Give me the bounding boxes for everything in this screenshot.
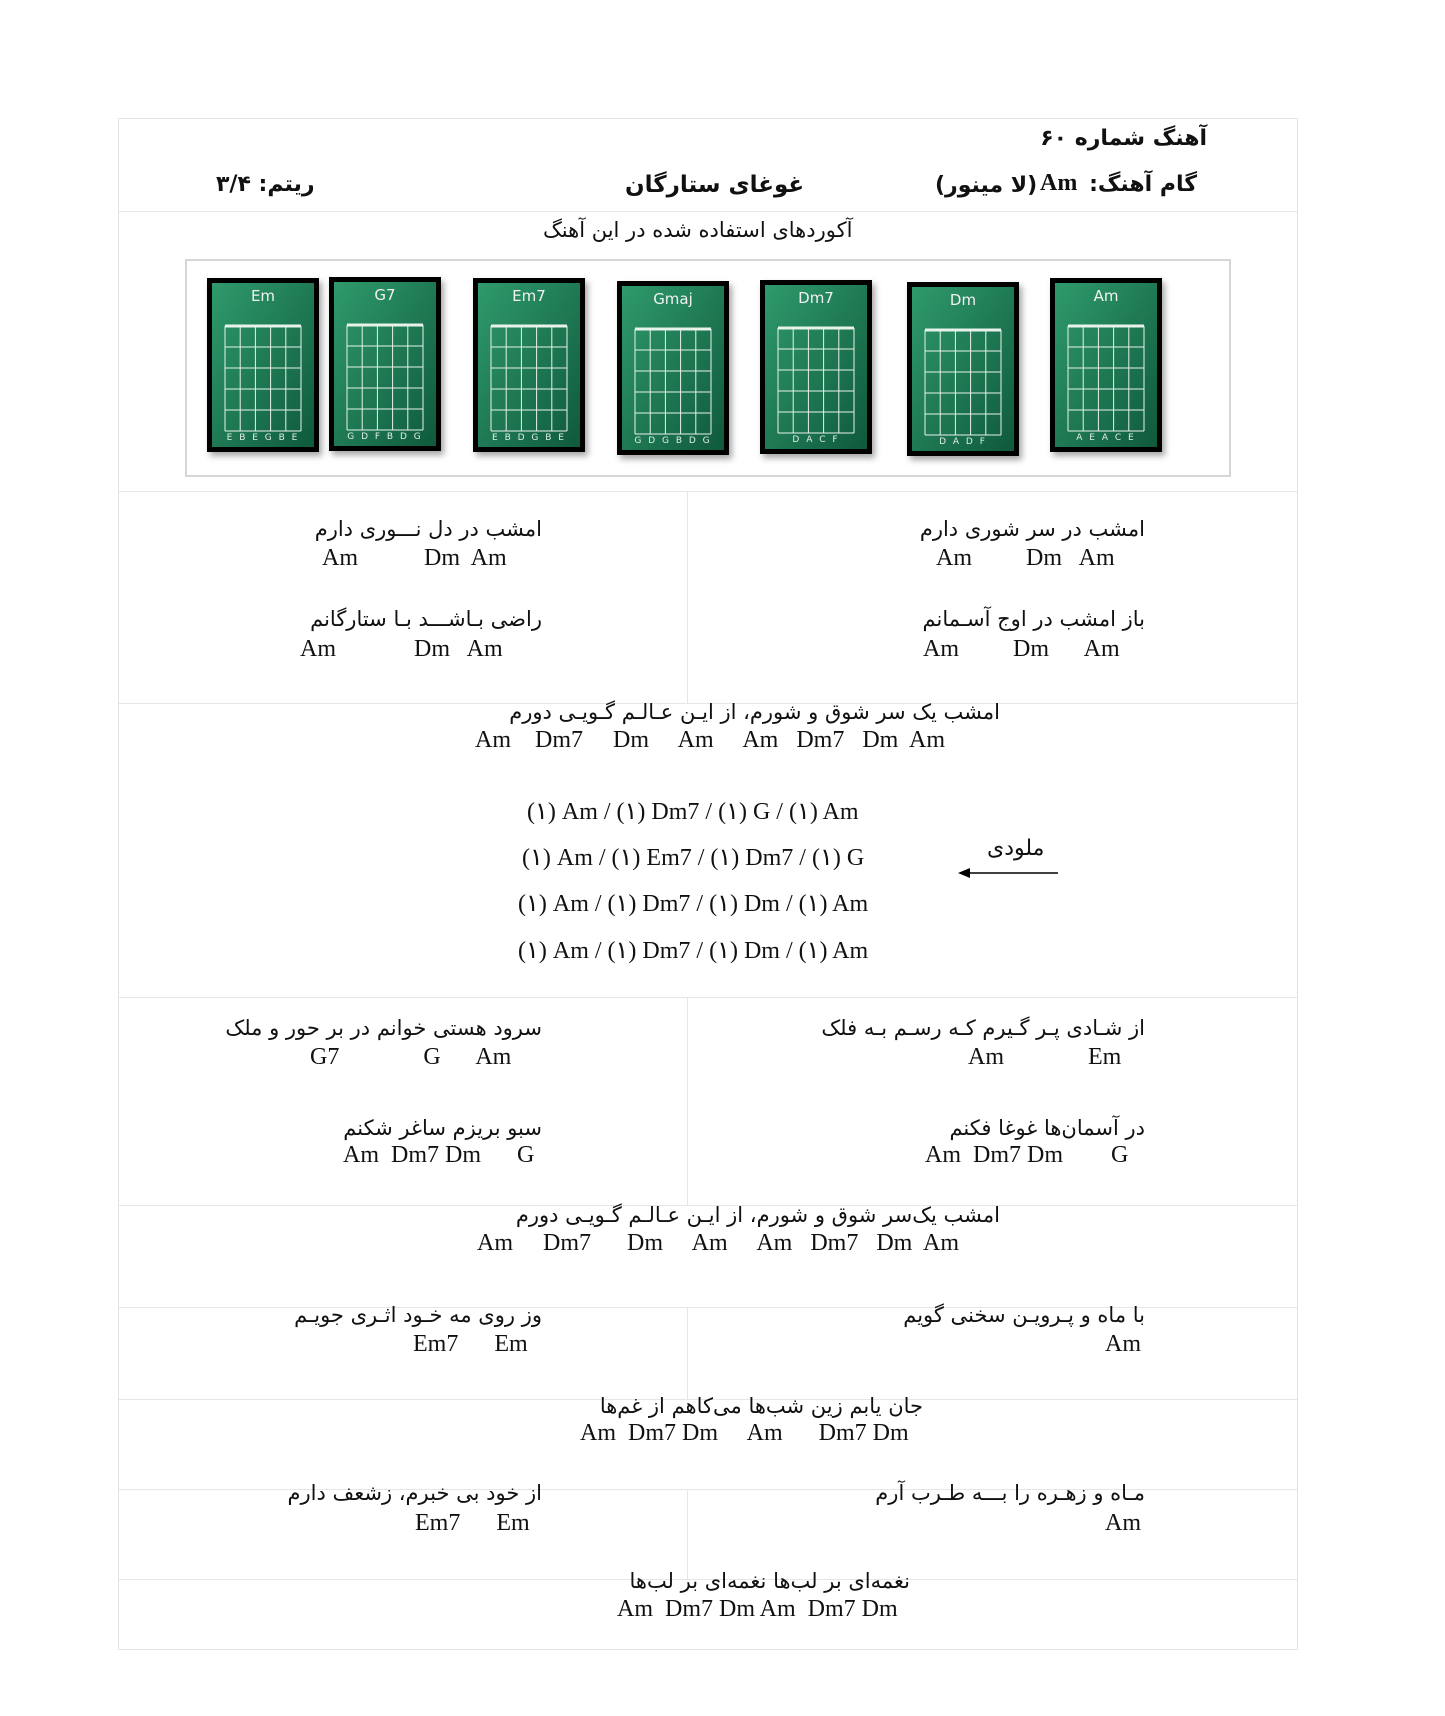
chord-strings: E B D G B E xyxy=(492,433,566,443)
lyric-line: سرود هستی خوانم در بر حور و ملک xyxy=(225,1016,542,1040)
chord-card-em xyxy=(207,278,319,452)
chord-card-dm7 xyxy=(760,280,872,454)
chord-line: Am Dm Am xyxy=(923,636,1120,662)
chord-name: Am xyxy=(1093,287,1119,305)
divider xyxy=(119,997,1297,998)
chorus-lyric: امشب یک سر شوق و شورم، از ایـن عـالـم گـویـی دورم xyxy=(509,700,1000,724)
lyric-line: مـاه و زهـره را بـــه طـرب آرم xyxy=(875,1481,1145,1505)
chord-line: Am xyxy=(1105,1510,1141,1536)
arrow-left-icon xyxy=(958,865,1060,881)
melody-line: (۱) Am / (۱) Dm7 / (۱) G / (۱) Am xyxy=(527,799,859,825)
chord-line: Em7 Em xyxy=(413,1331,528,1357)
chord-line: Am Dm7 Dm G xyxy=(925,1142,1129,1168)
chord-card-dm xyxy=(907,282,1019,456)
chord-line: Am Em xyxy=(968,1044,1122,1070)
chord-diagrams xyxy=(185,259,1231,477)
chord-line: G7 G Am xyxy=(310,1044,512,1070)
bridge-chords: Am Dm7 Dm Am Dm7 Dm xyxy=(617,1596,898,1622)
key-value: Am xyxy=(1040,170,1078,196)
lyric-line: امشب در دل نـــوری دارم xyxy=(314,517,542,541)
chord-name: G7 xyxy=(374,286,396,304)
song-title: غوغای ستارگان xyxy=(625,172,805,198)
chord-line: Am Dm Am xyxy=(300,636,503,662)
column-divider xyxy=(687,1307,688,1399)
chord-name: Em xyxy=(250,287,276,305)
chord-strings: E B E G B E xyxy=(226,433,300,443)
lyric-line: در آسمان‌ها غوغا فکنم xyxy=(949,1116,1145,1140)
chord-name: Em7 xyxy=(512,287,546,305)
column-divider xyxy=(687,491,688,703)
bridge-lyric: نغمه‌ای بر لب‌ها نغمه‌ای بر لب‌ها xyxy=(629,1569,910,1593)
lyric-line: از شـادی پـر گـیرم کـه رسـم بـه فلک xyxy=(821,1016,1145,1040)
lyric-line: وز روی مه خـود اثـری جویـم xyxy=(294,1303,542,1327)
chord-card-am xyxy=(1050,278,1162,452)
melody-line: (۱) Am / (۱) Dm7 / (۱) Dm / (۱) Am xyxy=(518,891,869,917)
divider xyxy=(119,211,1297,212)
chord-name: Dm xyxy=(949,291,977,309)
chord-card-gmaj xyxy=(617,281,729,455)
key-name: (لا مینور) xyxy=(935,173,1038,198)
column-divider xyxy=(687,997,688,1205)
chorus-chords: Am Dm7 Dm Am Am Dm7 Dm Am xyxy=(475,727,946,753)
chords-heading: آکوردهای استفاده شده در این آهنگ xyxy=(543,218,853,242)
chord-line: Am Dm Am xyxy=(322,545,507,571)
chord-strings: D A C F xyxy=(792,435,840,445)
chord-strings: G D G B D G xyxy=(634,436,712,446)
lyric-line: با ماه و پـرویـن سخنی گویم xyxy=(903,1303,1145,1327)
chord-name: Gmaj xyxy=(653,290,693,308)
chord-line: Am Dm7 Dm G xyxy=(343,1142,535,1168)
chord-strings: A E A C E xyxy=(1076,433,1136,443)
bridge-chords: Am Dm7 Dm Am Dm7 Dm xyxy=(580,1420,909,1446)
chord-strings: D A D F xyxy=(939,437,987,447)
chord-card-em7 xyxy=(473,278,585,452)
lyric-line: راضی بـاشـــد بـا ستارگانم xyxy=(310,607,542,631)
lyric-line: باز امشب در اوج آسـمانم xyxy=(922,607,1145,631)
chord-line: Am xyxy=(1105,1331,1141,1357)
lyric-line: امشب در سر شوری دارم xyxy=(919,517,1145,541)
rhythm: ریتم: ۳/۴ xyxy=(216,172,315,197)
melody-line: (۱) Am / (۱) Em7 / (۱) Dm7 / (۱) G xyxy=(522,845,865,871)
song-number: آهنگ شماره ۶۰ xyxy=(1040,126,1207,151)
chord-card-g7 xyxy=(329,277,441,451)
chord-name: Dm7 xyxy=(798,289,834,307)
melody-line: (۱) Am / (۱) Dm7 / (۱) Dm / (۱) Am xyxy=(518,938,869,964)
divider xyxy=(119,491,1297,492)
bridge-lyric: جان یابم زین شب‌ها می‌کاهم از غم‌ها xyxy=(599,1394,923,1418)
chord-strings: G D F B D G xyxy=(347,432,423,442)
melody-label: ملودی xyxy=(987,836,1045,861)
key-label: گام آهنگ: xyxy=(1089,172,1197,197)
chorus-lyric: امشب یک‌سر شوق و شورم، از ایـن عـالـم گـویـی دورم xyxy=(515,1203,1000,1227)
chord-line: Am Dm Am xyxy=(936,545,1115,571)
chord-line: Em7 Em xyxy=(415,1510,530,1536)
chorus-chords: Am Dm7 Dm Am Am Dm7 Dm Am xyxy=(477,1230,960,1256)
column-divider xyxy=(687,1489,688,1579)
lyric-line: از خود بی خبرم، زشعف دارم xyxy=(287,1481,542,1505)
lyric-line: سبو بریزم ساغر شکنم xyxy=(343,1116,542,1140)
